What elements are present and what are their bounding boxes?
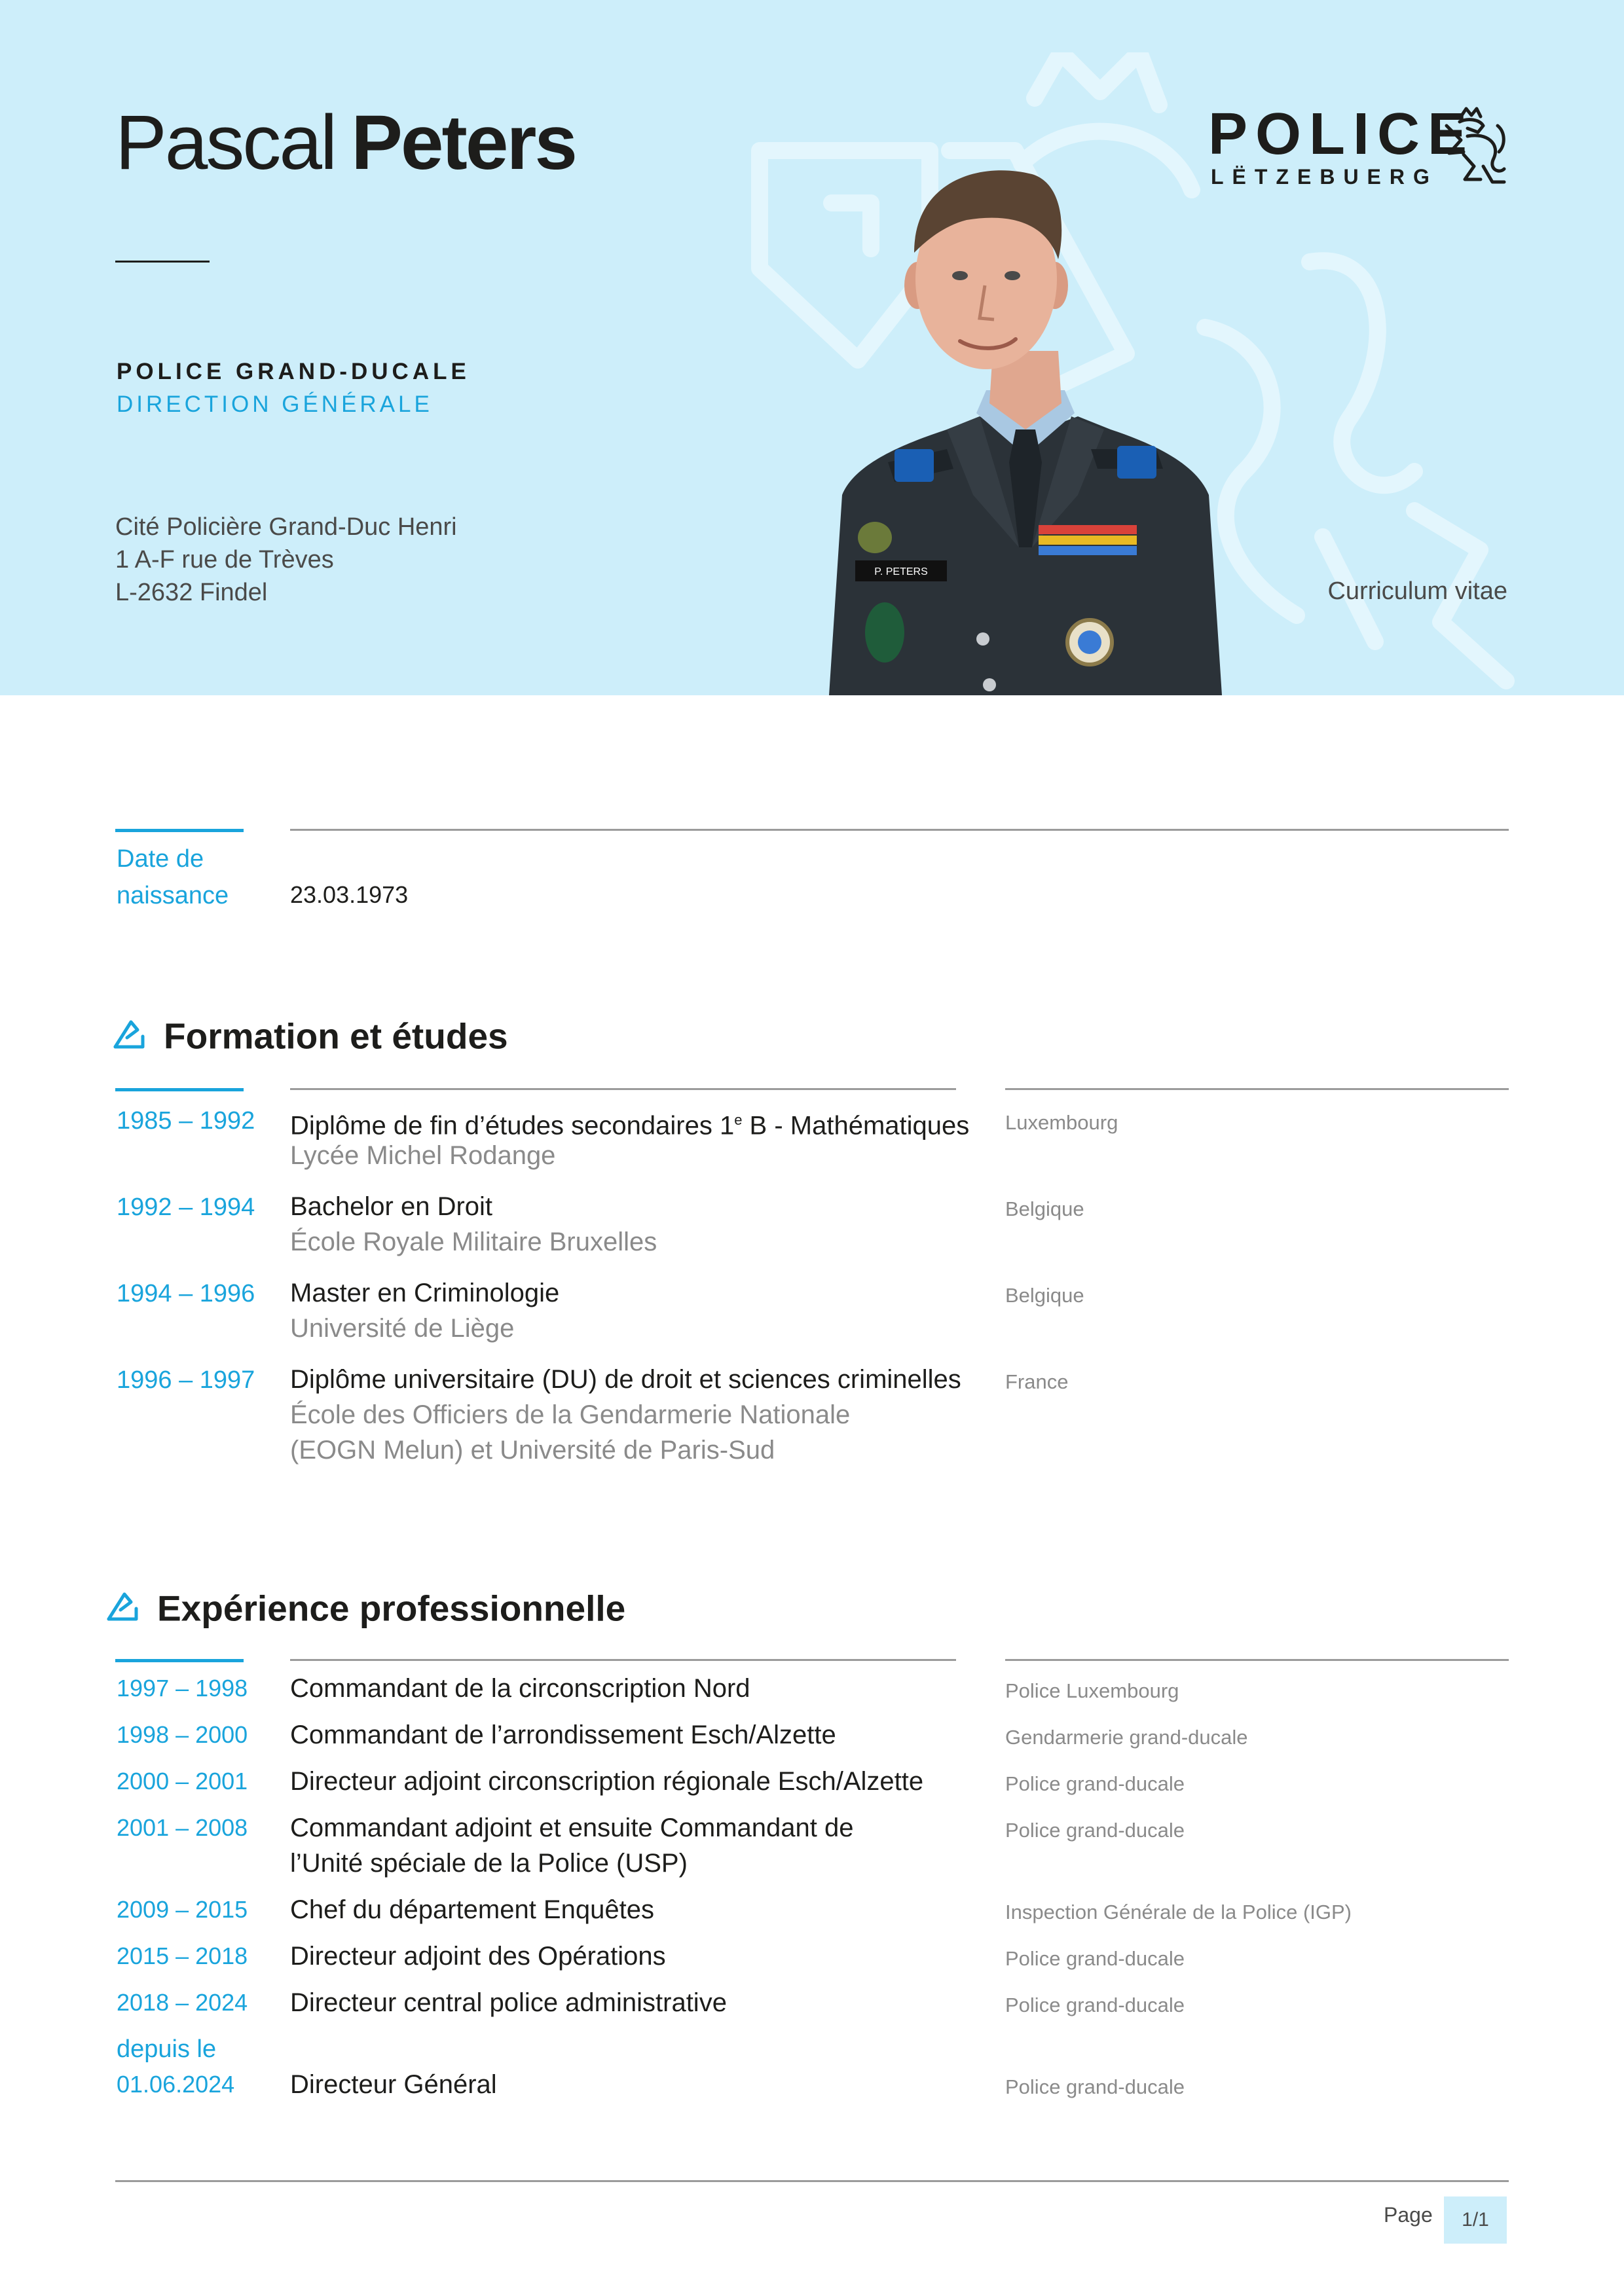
experience-organization: Police grand-ducale bbox=[1005, 1994, 1185, 2016]
education-years: 1994 – 1996 bbox=[117, 1280, 255, 1307]
header-banner bbox=[0, 0, 1624, 695]
degree-superscript: e bbox=[734, 1112, 743, 1128]
experience-role: Directeur adjoint circonscription régionale Esch/Alzette bbox=[290, 1767, 924, 1796]
experience-years: 2009 – 2015 bbox=[117, 1896, 248, 1923]
education-school: (EOGN Melun) et Université de Paris-Sud bbox=[290, 1436, 775, 1465]
education-degree bbox=[290, 1102, 969, 1143]
section-divider bbox=[1005, 1659, 1509, 1661]
logo-wordmark: POLICE bbox=[1208, 101, 1475, 167]
experience-role: Directeur adjoint des Opérations bbox=[290, 1942, 666, 1971]
education-years: 1985 – 1992 bbox=[117, 1107, 255, 1135]
education-degree: Diplôme universitaire (DU) de droit et sciences criminelles bbox=[290, 1365, 961, 1394]
section-divider bbox=[290, 829, 1509, 831]
education-degree: Master en Criminologie bbox=[290, 1279, 560, 1307]
section-divider bbox=[1005, 1088, 1509, 1090]
education-years: 1992 – 1994 bbox=[117, 1194, 255, 1221]
education-heading bbox=[111, 1012, 508, 1057]
corner-arrow-icon bbox=[105, 1590, 140, 1626]
education-country: Belgique bbox=[1005, 1284, 1084, 1307]
experience-organization: Police Luxembourg bbox=[1005, 1679, 1179, 1702]
police-logo bbox=[1208, 101, 1509, 189]
experience-years: 2018 – 2024 bbox=[117, 1989, 248, 2016]
experience-years: depuis le bbox=[117, 2035, 217, 2063]
birth-date-value: 23.03.1973 bbox=[290, 881, 409, 908]
address-line: L-2632 Findel bbox=[115, 579, 268, 606]
education-country: Luxembourg bbox=[1005, 1111, 1118, 1134]
footer-divider bbox=[115, 2180, 1509, 2182]
address-line: Cité Policière Grand-Duc Henri bbox=[115, 513, 457, 541]
experience-years: 2000 – 2001 bbox=[117, 1768, 248, 1795]
experience-role: Commandant de l’arrondissement Esch/Alzette bbox=[290, 1721, 836, 1749]
corner-arrow-icon bbox=[111, 1018, 147, 1053]
education-years: 1996 – 1997 bbox=[117, 1366, 255, 1394]
section-divider bbox=[290, 1659, 956, 1661]
experience-years: 2015 – 2018 bbox=[117, 1942, 248, 1969]
last-name: Peters bbox=[351, 100, 576, 186]
logo-subtitle: LËTZEBUERG bbox=[1211, 165, 1438, 189]
department-name: DIRECTION GÉNÉRALE bbox=[117, 392, 433, 417]
address-line: 1 A-F rue de Trèves bbox=[115, 546, 334, 574]
title-divider bbox=[115, 261, 210, 263]
experience-heading bbox=[105, 1584, 625, 1629]
education-school: Lycée Michel Rodange bbox=[290, 1141, 556, 1170]
experience-organization: Police grand-ducale bbox=[1005, 1772, 1185, 1795]
section-divider bbox=[290, 1088, 956, 1090]
organization-name: POLICE GRAND-DUCALE bbox=[117, 359, 470, 384]
experience-organization: Inspection Générale de la Police (IGP) bbox=[1005, 1901, 1352, 1923]
experience-years: 1997 – 1998 bbox=[117, 1675, 248, 1702]
section-divider-accent bbox=[115, 1659, 244, 1662]
experience-role: Commandant de la circonscription Nord bbox=[290, 1674, 750, 1703]
birth-date-label bbox=[117, 841, 229, 914]
address-block bbox=[115, 511, 457, 609]
experience-organization: Police grand-ducale bbox=[1005, 2075, 1185, 2098]
experience-organization: Gendarmerie grand-ducale bbox=[1005, 1726, 1248, 1749]
degree-text-end: B - Mathématiques bbox=[742, 1111, 970, 1140]
page-label: Page bbox=[1384, 2203, 1433, 2227]
section-divider-accent bbox=[115, 829, 244, 832]
education-school: Université de Liège bbox=[290, 1314, 515, 1343]
document-type-label: Curriculum vitae bbox=[1327, 577, 1507, 605]
education-school: École des Officiers de la Gendarmerie Nationale bbox=[290, 1400, 851, 1429]
experience-role: Commandant adjoint et ensuite Commandant de bbox=[290, 1813, 854, 1842]
experience-years: 1998 – 2000 bbox=[117, 1721, 248, 1748]
experience-role-continued: l’Unité spéciale de la Police (USP) bbox=[290, 1849, 688, 1878]
birth-date-label-line: Date de bbox=[117, 845, 204, 873]
experience-role: Chef du département Enquêtes bbox=[290, 1895, 654, 1924]
lion-crest-icon bbox=[1441, 106, 1509, 185]
experience-role: Directeur central police administrative bbox=[290, 1988, 727, 2017]
experience-years: 2001 – 2008 bbox=[117, 1814, 248, 1841]
experience-title: Expérience professionnelle bbox=[157, 1588, 626, 1629]
uniform-nametag: P. PETERS bbox=[874, 566, 928, 577]
degree-text: Diplôme de fin d’études secondaires 1 bbox=[290, 1111, 735, 1140]
experience-years: 01.06.2024 bbox=[117, 2071, 235, 2098]
section-divider-accent bbox=[115, 1088, 244, 1091]
education-country: France bbox=[1005, 1370, 1069, 1393]
experience-organization: Police grand-ducale bbox=[1005, 1819, 1185, 1842]
page-number: 1/1 bbox=[1444, 2196, 1507, 2244]
birth-date-label-line: naissance bbox=[117, 882, 229, 909]
education-school: École Royale Militaire Bruxelles bbox=[290, 1228, 657, 1256]
education-title: Formation et études bbox=[164, 1015, 508, 1057]
education-degree: Bachelor en Droit bbox=[290, 1192, 493, 1221]
education-country: Belgique bbox=[1005, 1197, 1084, 1220]
experience-organization: Police grand-ducale bbox=[1005, 1947, 1185, 1970]
portrait-photo bbox=[816, 155, 1235, 695]
first-name: Pascal bbox=[115, 100, 336, 186]
person-name bbox=[115, 98, 576, 187]
experience-role: Directeur Général bbox=[290, 2070, 497, 2099]
